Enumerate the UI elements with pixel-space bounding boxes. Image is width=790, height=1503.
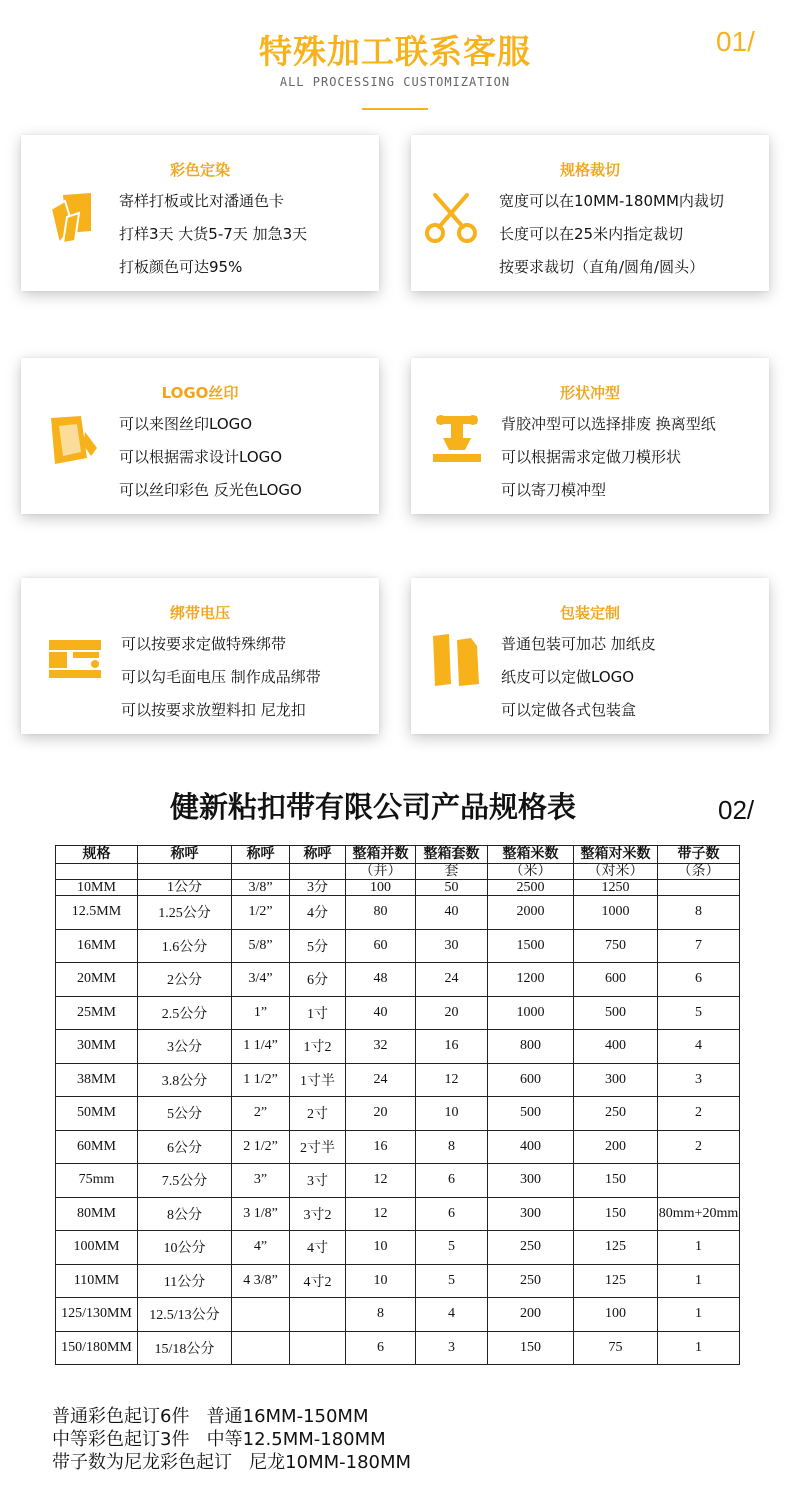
- table-cell: 1 1/2”: [232, 1063, 290, 1097]
- table-cell: 4寸: [290, 1231, 346, 1265]
- table-cell: 400: [574, 1030, 658, 1064]
- table-cell: 5/8”: [232, 929, 290, 963]
- card-line: 打样3天 大货5-7天 加急3天: [119, 225, 308, 243]
- table-cell: 称呼: [138, 846, 232, 864]
- table-cell: 10: [346, 1264, 416, 1298]
- table-cell: 4寸2: [290, 1264, 346, 1298]
- card-line: 可以按要求定做特殊绑带: [121, 635, 287, 653]
- table-cell: 12: [416, 1063, 488, 1097]
- service-card-logo-print: [21, 358, 379, 514]
- table-cell: 12: [346, 1197, 416, 1231]
- table-cell: （对米）: [574, 864, 658, 880]
- table-cell: 600: [488, 1063, 574, 1097]
- table-cell: 1000: [574, 896, 658, 930]
- table-cell: 110MM: [56, 1264, 138, 1298]
- table-cell: 3/4”: [232, 963, 290, 997]
- table-cell: 300: [488, 1164, 574, 1198]
- table-cell: 80mm+20mm: [658, 1197, 740, 1231]
- table-cell: 4分: [290, 896, 346, 930]
- table-cell: 250: [488, 1264, 574, 1298]
- table-cell: 2寸: [290, 1097, 346, 1131]
- table-cell: 800: [488, 1030, 574, 1064]
- card-line: 按要求裁切（直角/圆角/圆头）: [499, 258, 705, 276]
- table-cell: 10: [346, 1231, 416, 1265]
- table-cell: 1寸半: [290, 1063, 346, 1097]
- service-card-packaging: [411, 578, 769, 734]
- table-cell: 30: [416, 929, 488, 963]
- table-cell: 套: [416, 864, 488, 880]
- table-cell: 300: [488, 1197, 574, 1231]
- table-cell: 38MM: [56, 1063, 138, 1097]
- table-cell: 10公分: [138, 1231, 232, 1265]
- table-cell: 150: [574, 1164, 658, 1198]
- service-card-die-cut: [411, 358, 769, 514]
- table-cell: 7: [658, 929, 740, 963]
- table-cell: 6: [416, 1197, 488, 1231]
- table-cell: 6: [346, 1331, 416, 1365]
- table-cell: 2公分: [138, 963, 232, 997]
- table-cell: 100: [574, 1298, 658, 1332]
- table-cell: 3寸: [290, 1164, 346, 1198]
- card-line: 宽度可以在10MM-180MM内裁切: [499, 192, 724, 210]
- table-cell: 4: [416, 1298, 488, 1332]
- table-cell: 称呼: [290, 846, 346, 864]
- table-cell: 5公分: [138, 1097, 232, 1131]
- card-line: 背胶冲型可以选择排废 换离型纸: [501, 415, 716, 433]
- card-line: 可以根据需求设计LOGO: [119, 448, 283, 466]
- section-number: 02/: [718, 795, 755, 825]
- table-cell: [290, 864, 346, 880]
- table-row: [56, 1164, 740, 1198]
- note-line: 中等彩色起订3件 中等12.5MM-180MM: [52, 1429, 386, 1450]
- table-cell: 8: [416, 1130, 488, 1164]
- table-cell: （米）: [488, 864, 574, 880]
- table-cell: [658, 1164, 740, 1198]
- table-cell: 整箱对米数: [574, 846, 658, 864]
- color-swatch-icon: [45, 187, 105, 247]
- table-cell: 3: [416, 1331, 488, 1365]
- table-cell: 1.25公分: [138, 896, 232, 930]
- table-cell: 250: [488, 1231, 574, 1265]
- table-cell: 60: [346, 929, 416, 963]
- table-cell: 5: [416, 1264, 488, 1298]
- table-cell: 25MM: [56, 996, 138, 1030]
- table-cell: 32: [346, 1030, 416, 1064]
- table-cell: 1寸: [290, 996, 346, 1030]
- table-row: [56, 1097, 740, 1131]
- table-cell: 50: [416, 880, 488, 896]
- table-row: [56, 963, 740, 997]
- table-cell: 750: [574, 929, 658, 963]
- section-number: 01/: [716, 26, 755, 57]
- service-card-color-dyeing: [21, 135, 379, 291]
- table-cell: 1200: [488, 963, 574, 997]
- table-cell: 1公分: [138, 880, 232, 896]
- table-row: [56, 896, 740, 930]
- table-cell: 300: [574, 1063, 658, 1097]
- note-line: 普通彩色起订6件 普通16MM-150MM: [52, 1406, 369, 1427]
- table-row: [56, 1231, 740, 1265]
- table-cell: 称呼: [232, 846, 290, 864]
- table-cell: 3分: [290, 880, 346, 896]
- table-cell: 12.5MM: [56, 896, 138, 930]
- table-cell: 1000: [488, 996, 574, 1030]
- table-cell: 2寸半: [290, 1130, 346, 1164]
- table-cell: 4 3/8”: [232, 1264, 290, 1298]
- table-cell: 3公分: [138, 1030, 232, 1064]
- table-cell: 6: [416, 1164, 488, 1198]
- card-line: 可以来图丝印LOGO: [119, 415, 253, 433]
- package-icon: [427, 630, 487, 690]
- table-cell: 200: [488, 1298, 574, 1332]
- scissors-icon: [421, 187, 481, 247]
- spec-table-title: 健新粘扣带有限公司产品规格表: [170, 790, 577, 824]
- table-cell: 100MM: [56, 1231, 138, 1265]
- spec-table: [55, 845, 740, 1365]
- table-row: [56, 929, 740, 963]
- table-cell: 4: [658, 1030, 740, 1064]
- table-cell: 600: [574, 963, 658, 997]
- table-row: [56, 1298, 740, 1332]
- table-cell: 规格: [56, 846, 138, 864]
- table-cell: 40: [416, 896, 488, 930]
- table-cell: 1 1/4”: [232, 1030, 290, 1064]
- table-cell: 3”: [232, 1164, 290, 1198]
- order-notes: [52, 1405, 411, 1474]
- table-row: [56, 1030, 740, 1064]
- table-cell: 12.5/13公分: [138, 1298, 232, 1332]
- table-cell: 2500: [488, 880, 574, 896]
- table-cell: [138, 864, 232, 880]
- table-cell: 2000: [488, 896, 574, 930]
- table-cell: 1500: [488, 929, 574, 963]
- table-row: [56, 880, 740, 896]
- table-cell: 48: [346, 963, 416, 997]
- table-cell: 8: [346, 1298, 416, 1332]
- card-line: 可以定做各式包装盒: [501, 701, 637, 719]
- table-cell: 整箱米数: [488, 846, 574, 864]
- table-cell: [56, 864, 138, 880]
- table-cell: 150/180MM: [56, 1331, 138, 1365]
- table-cell: 整箱套数: [416, 846, 488, 864]
- table-cell: 40: [346, 996, 416, 1030]
- table-cell: 250: [574, 1097, 658, 1131]
- table-cell: 125: [574, 1264, 658, 1298]
- table-cell: 1”: [232, 996, 290, 1030]
- card-title: LOGO丝印: [161, 384, 239, 402]
- table-cell: 500: [574, 996, 658, 1030]
- table-cell: 80MM: [56, 1197, 138, 1231]
- table-cell: [232, 864, 290, 880]
- header-divider: [362, 108, 428, 110]
- table-cell: 10: [416, 1097, 488, 1131]
- table-cell: 6分: [290, 963, 346, 997]
- card-line: 可以寄刀模冲型: [501, 481, 607, 499]
- table-cell: [232, 1298, 290, 1332]
- table-cell: 16: [416, 1030, 488, 1064]
- table-cell: 24: [416, 963, 488, 997]
- table-cell: 150: [488, 1331, 574, 1365]
- table-cell: 1250: [574, 880, 658, 896]
- card-line: 纸皮可以定做LOGO: [501, 668, 635, 686]
- table-cell: （并）: [346, 864, 416, 880]
- table-cell: 2: [658, 1097, 740, 1131]
- table-cell: 3.8公分: [138, 1063, 232, 1097]
- table-cell: [290, 1331, 346, 1365]
- note-line: 带子数为尼龙彩色起订 尼龙10MM-180MM: [52, 1452, 412, 1473]
- table-cell: 75: [574, 1331, 658, 1365]
- table-header-row: [56, 864, 740, 880]
- card-line: 寄样打板或比对潘通色卡: [119, 192, 285, 210]
- table-cell: 6公分: [138, 1130, 232, 1164]
- card-title: 彩色定染: [169, 161, 230, 179]
- table-cell: 1寸2: [290, 1030, 346, 1064]
- table-row: [56, 1130, 740, 1164]
- table-row: [56, 996, 740, 1030]
- table-cell: [658, 880, 740, 896]
- table-cell: 50MM: [56, 1097, 138, 1131]
- table-cell: 2 1/2”: [232, 1130, 290, 1164]
- table-cell: 3寸2: [290, 1197, 346, 1231]
- card-line: 打板颜色可达95%: [119, 258, 243, 276]
- table-cell: 75mm: [56, 1164, 138, 1198]
- table-cell: 1: [658, 1331, 740, 1365]
- table-cell: 16MM: [56, 929, 138, 963]
- table-cell: 5分: [290, 929, 346, 963]
- table-cell: 5: [416, 1231, 488, 1265]
- table-cell: 24: [346, 1063, 416, 1097]
- table-cell: 125: [574, 1231, 658, 1265]
- table-cell: 20MM: [56, 963, 138, 997]
- table-cell: [290, 1298, 346, 1332]
- table-cell: 6: [658, 963, 740, 997]
- table-cell: 100: [346, 880, 416, 896]
- table-cell: 16: [346, 1130, 416, 1164]
- table-cell: 125/130MM: [56, 1298, 138, 1332]
- card-title: 绑带电压: [169, 604, 230, 622]
- table-cell: 60MM: [56, 1130, 138, 1164]
- table-row: [56, 1264, 740, 1298]
- sewing-machine-icon: [45, 630, 105, 690]
- table-cell: 500: [488, 1097, 574, 1131]
- card-line: 可以按要求放塑料扣 尼龙扣: [121, 701, 306, 719]
- table-cell: 1/2”: [232, 896, 290, 930]
- table-cell: 3: [658, 1063, 740, 1097]
- table-cell: 1.6公分: [138, 929, 232, 963]
- header-title: 特殊加工联系客服: [259, 32, 531, 71]
- table-cell: （条）: [658, 864, 740, 880]
- card-title: 形状冲型: [559, 384, 620, 402]
- card-title: 包装定制: [559, 604, 620, 622]
- card-line: 普通包装可加芯 加纸皮: [501, 635, 656, 653]
- table-row: [56, 1063, 740, 1097]
- table-cell: 2: [658, 1130, 740, 1164]
- card-line: 可以丝印彩色 反光色LOGO: [119, 481, 302, 499]
- card-line: 可以根据需求定做刀模形状: [501, 448, 682, 466]
- table-cell: 1: [658, 1264, 740, 1298]
- table-cell: [232, 1331, 290, 1365]
- table-cell: 带子数: [658, 846, 740, 864]
- table-cell: 1: [658, 1231, 740, 1265]
- table-cell: 12: [346, 1164, 416, 1198]
- table-cell: 20: [416, 996, 488, 1030]
- table-cell: 200: [574, 1130, 658, 1164]
- table-cell: 20: [346, 1097, 416, 1131]
- table-cell: 整箱并数: [346, 846, 416, 864]
- table-cell: 8公分: [138, 1197, 232, 1231]
- table-row: [56, 1197, 740, 1231]
- table-cell: 2”: [232, 1097, 290, 1131]
- table-cell: 11公分: [138, 1264, 232, 1298]
- service-card-strap-press: [21, 578, 379, 734]
- table-cell: 2.5公分: [138, 996, 232, 1030]
- table-cell: 400: [488, 1130, 574, 1164]
- table-cell: 30MM: [56, 1030, 138, 1064]
- table-cell: 1: [658, 1298, 740, 1332]
- die-press-icon: [427, 410, 487, 470]
- table-cell: 3 1/8”: [232, 1197, 290, 1231]
- header-subtitle: ALL PROCESSING CUSTOMIZATION: [279, 75, 511, 89]
- table-cell: 80: [346, 896, 416, 930]
- table-cell: 7.5公分: [138, 1164, 232, 1198]
- table-cell: 150: [574, 1197, 658, 1231]
- table-cell: 3/8”: [232, 880, 290, 896]
- table-cell: 15/18公分: [138, 1331, 232, 1365]
- card-line: 长度可以在25米内指定裁切: [499, 225, 684, 243]
- card-title: 规格裁切: [559, 161, 620, 179]
- service-card-cutting: [411, 135, 769, 291]
- table-cell: 4”: [232, 1231, 290, 1265]
- screen-print-icon: [45, 410, 105, 470]
- table-cell: 8: [658, 896, 740, 930]
- card-line: 可以勾毛面电压 制作成品绑带: [121, 668, 321, 686]
- table-cell: 5: [658, 996, 740, 1030]
- table-row: [56, 1331, 740, 1365]
- table-header-row: [56, 846, 740, 864]
- table-cell: 10MM: [56, 880, 138, 896]
